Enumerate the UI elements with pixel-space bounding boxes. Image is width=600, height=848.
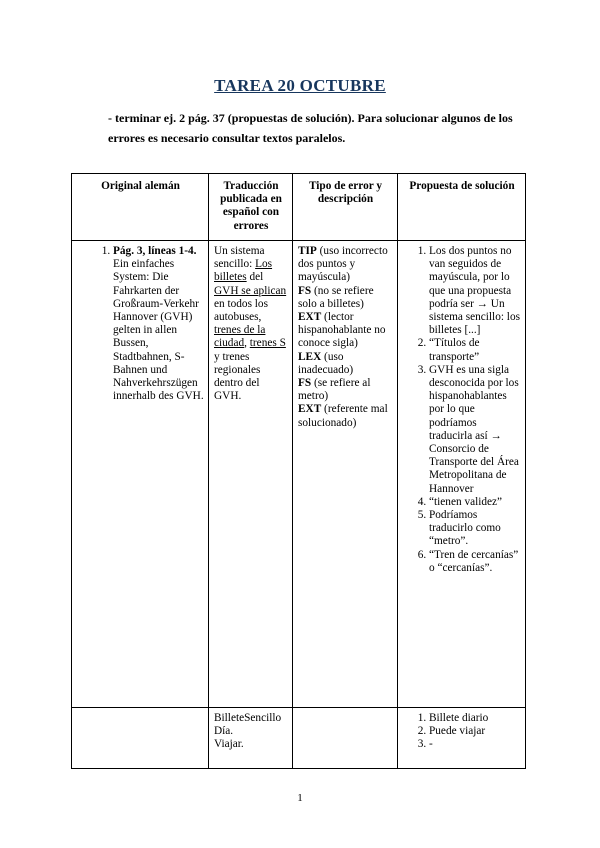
solution-item: 1. Los dos puntos no van seguidos de mayúscula, por lo que una propuesta podría ser → Un sistema sencillo: los billetes [...] xyxy=(429,245,521,337)
solution-item: 3. GVH es una sigla desconocida por los hispanohablantes por lo que podríamos traducirla así → Consorcio de Transporte del Área Metropolitana de Hannover xyxy=(429,364,521,496)
solution-item: 5. Podríamos traducirlo como “metro”. xyxy=(429,509,521,549)
error-type-cell xyxy=(293,241,398,708)
translation-error-3: trenes de la ciudad xyxy=(214,324,266,350)
translation-cell xyxy=(209,708,293,769)
translation-text: en todos los autobuses, xyxy=(214,297,268,324)
error-item xyxy=(298,285,393,311)
page-title: TAREA 20 OCTUBRE xyxy=(214,76,386,95)
page-number: 1 xyxy=(297,792,303,804)
translation-error-4: trenes S xyxy=(249,337,286,350)
error-type-cell-empty xyxy=(293,708,398,769)
solution-item: 1. Billete diario xyxy=(429,712,521,725)
error-description: (uso inadecuado) xyxy=(298,350,354,376)
solution-item: 4. “tienen validez” xyxy=(429,496,521,509)
table-row xyxy=(72,708,526,769)
error-code: FS xyxy=(298,377,312,390)
header-solution: Propuesta de solución xyxy=(398,174,526,241)
header-error-type: Tipo de error y descripción xyxy=(293,174,398,241)
original-reference: Pág. 3, líneas 1-4. xyxy=(113,245,197,257)
error-description: (uso incorrecto dos puntos y mayúscula) xyxy=(298,245,388,284)
error-item xyxy=(298,311,393,351)
error-description: (referente mal solucionado) xyxy=(298,403,388,429)
error-item xyxy=(298,351,393,377)
error-code: TIP xyxy=(298,245,317,257)
error-item xyxy=(298,245,393,285)
solution-item: 2. Puede viajar xyxy=(429,725,521,738)
original-cell-empty xyxy=(72,708,209,769)
solution-cell xyxy=(398,241,526,708)
task-instruction: - terminar ej. 2 pág. 37 (propuestas de solución). Para solucionar algunos de los errores es necesario consultar textos paralelos. xyxy=(108,111,513,145)
error-description: (lector hispanohablante no conoce sigla) xyxy=(298,311,386,350)
solution-cell xyxy=(398,708,526,769)
table-row xyxy=(72,241,526,708)
solution-item: 3. - xyxy=(429,738,521,751)
original-cell xyxy=(72,241,209,708)
header-original: Original alemán xyxy=(72,174,209,241)
translation-error-2: GVH se aplican xyxy=(214,284,287,297)
translation-text: del xyxy=(246,271,264,284)
error-item xyxy=(298,377,393,403)
translation-error-1: Los billetes xyxy=(214,258,273,284)
translation-line: Viajar. xyxy=(214,738,244,751)
error-code: LEX xyxy=(298,350,322,363)
translation-line: BilleteSencillo xyxy=(214,712,282,724)
header-translation: Traducción publicada en español con errores xyxy=(209,174,293,241)
translation-cell xyxy=(209,241,293,708)
error-code: FS xyxy=(298,284,312,297)
translation-text: , xyxy=(244,337,250,350)
error-analysis-table xyxy=(71,173,526,769)
error-item xyxy=(298,403,393,429)
translation-text: y trenes regionales dentro del GVH. xyxy=(214,350,261,403)
error-description: (se refiere al metro) xyxy=(298,377,371,403)
error-description: (no se refiere solo a billetes) xyxy=(298,284,374,310)
translation-text: Un sistema sencillo: xyxy=(214,245,265,271)
original-text: Ein einfaches System: Die Fahrkarten der Großraum-Verkehr Hannover (GVH) gelten in allen Bussen, Stadtbahnen, S-Bahnen und Nahverkehrszügen innerhalb des GVH. xyxy=(113,258,204,403)
error-code: EXT xyxy=(298,403,322,416)
translation-line: Día. xyxy=(214,725,234,738)
table-header-row xyxy=(72,174,526,241)
solution-item: 2. “Títulos de transporte” xyxy=(429,337,521,363)
solution-item: 6. “Tren de cercanías” o “cercanías”. xyxy=(429,549,521,575)
error-code: EXT xyxy=(298,311,322,324)
